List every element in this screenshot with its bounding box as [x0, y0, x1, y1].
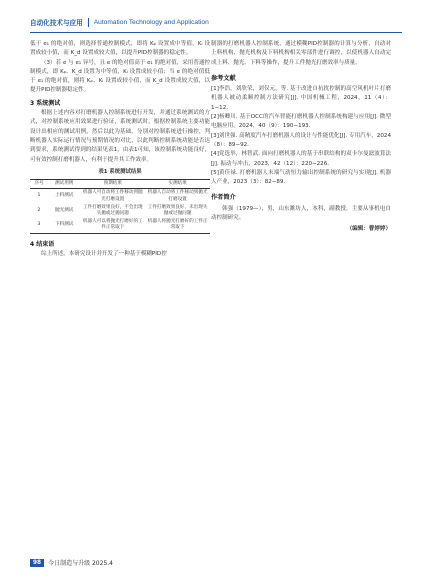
paragraph: （3）若 e 与 e₁ 异号，且 e 的绝对值高于 e₁ 的绝对值，采用普通控制模式，即 Kₚ、K_d 设置为中等值，Kᵢ 设置成较小值；当 e 的绝对值低于 e₁ 的绝对值，则将 Kₚ、Kᵢ 设置成较小值，而 K_d 设置成较大值，以提升PID控制器稳定性。 [30, 59, 210, 94]
header-rule [30, 32, 402, 33]
table-cell: 2 [37, 207, 41, 213]
footer-journal: 今日制造与升级 2025.4 [48, 560, 113, 567]
journal-title-cn: 自动化技术与应用 [30, 19, 83, 27]
section-heading: 4 结束语 [30, 240, 55, 248]
table-cell: 工件打磨效果良好，未出现失抛或过抛问题 [147, 204, 208, 216]
right-column [211, 40, 391, 235]
reference-item: [5]黄佳禄. 打磨机器人末端气动恒力输出控制系统的研究与实现[J]. 机器人产业，2023（3）：82−89. [211, 169, 391, 186]
table-cell: 下料测试 [48, 218, 80, 233]
table-cell: 抛光测试 [55, 207, 74, 213]
reference-item: [2]杨卿川. 基于OCC的汽车智能打磨机器人控制系统构建与应用[J]. 微型电脑应用，2024，40（9）：190−193. [211, 114, 391, 130]
author-bio: 韩强（1979—），男，山东潍坊人，本科，副教授。主要从事机电自动控制研究。 [211, 205, 391, 222]
table-header: 序号 [30, 180, 48, 189]
table-header: 测试用例 [48, 180, 80, 189]
reference-item: [1]李浩，刘欣荣，刘仅元，等. 基于改进自抗扰控制的高空风机叶片打磨机器人被动柔顺控制方法研究[J]. 中国机械工程，2024，11（4）：1−12. [211, 86, 391, 111]
table-caption: 表1 系统测试结果 [98, 168, 142, 175]
left-column [30, 40, 210, 259]
paragraph: 根据上述内容对打磨机器人控制系统进行开发，并通过系统测试的方式，对控制系统应用效果进行验证，系统测试时，根据控制系统主要功能设计出相应的测试用例，然后以此为基础，分别对控制系统进行操控，判断机器人实际运行情况与预期情况的对比，以此判断控制系统功能是否达到要求，系统测试得到的结果见表1，由表1可知，该控制系统功能良好，可有效控制打磨机器人，有利于提升其工作效率。 [30, 110, 210, 163]
table-header: 预期结果 [80, 180, 145, 189]
table-cell: 机器人可自动将工件移动到抛光打磨设置 [82, 190, 143, 202]
reference-item: [4]党选举，林智武. 面向打磨机器人的基于串联结构的双卡尔曼滤波算法[J]. 振动与冲击，2023，42（12）：220−226. [211, 151, 391, 167]
table-cell: 工件打磨效果良好，不会出现失抛或过抛问题 [82, 204, 143, 216]
journal-header [30, 14, 402, 30]
table-cell: 机器人将抛光打磨好的工件正常取下 [145, 218, 210, 233]
section-heading: 3 系统测试 [30, 99, 61, 107]
table-row [30, 189, 210, 204]
table-cell: 1 [37, 193, 41, 199]
table-header: 实测结果 [145, 180, 210, 189]
table-row [30, 204, 210, 218]
table-row [30, 218, 210, 233]
table-cell: 上料测试 [55, 193, 74, 199]
editor-note: （编辑：曹婷婷） [346, 226, 391, 233]
page-footer [30, 558, 113, 567]
references-heading: 参考文献 [211, 74, 236, 82]
header-divider [88, 18, 89, 27]
page-number: 98 [30, 559, 44, 567]
journal-title-en: Automation Technology and Application [93, 18, 209, 26]
table-cell: 机器人可以将抛光打磨好的工件正常取下 [80, 218, 145, 233]
paragraph: 制器的打磨机器人控制系统，通过模糊PID控制器的计算与分析，自动对上料机构、抛光机构及下料机构相关零部件进行调控，以使机器人自动完成上料、抛光、下料等操作，提升工件抛光打磨效率与质量。 [211, 41, 391, 66]
paragraph: 综上所述，本研究设计并开发了一种基于模糊PID控 [41, 250, 167, 257]
reference-item: [3]刘世强. 高精度汽车打磨机器人的设计与性能优化[J]. 专用汽车，2024（8）：89−92. [211, 132, 391, 148]
author-heading: 作者简介 [211, 194, 236, 202]
table-cell: 机器人自动将工件移动到抛光打磨设置 [147, 190, 208, 202]
paragraph: 低于 e₁ 的绝对值，则选择普通控制模式，即将 Kₚ 设置成中等值，Kᵢ 设置成较小值，而 K_d 设置成较大值，以提升PID控制器的稳定性。 [30, 41, 210, 57]
table-cell: 3 [30, 218, 48, 233]
results-table [30, 179, 210, 233]
